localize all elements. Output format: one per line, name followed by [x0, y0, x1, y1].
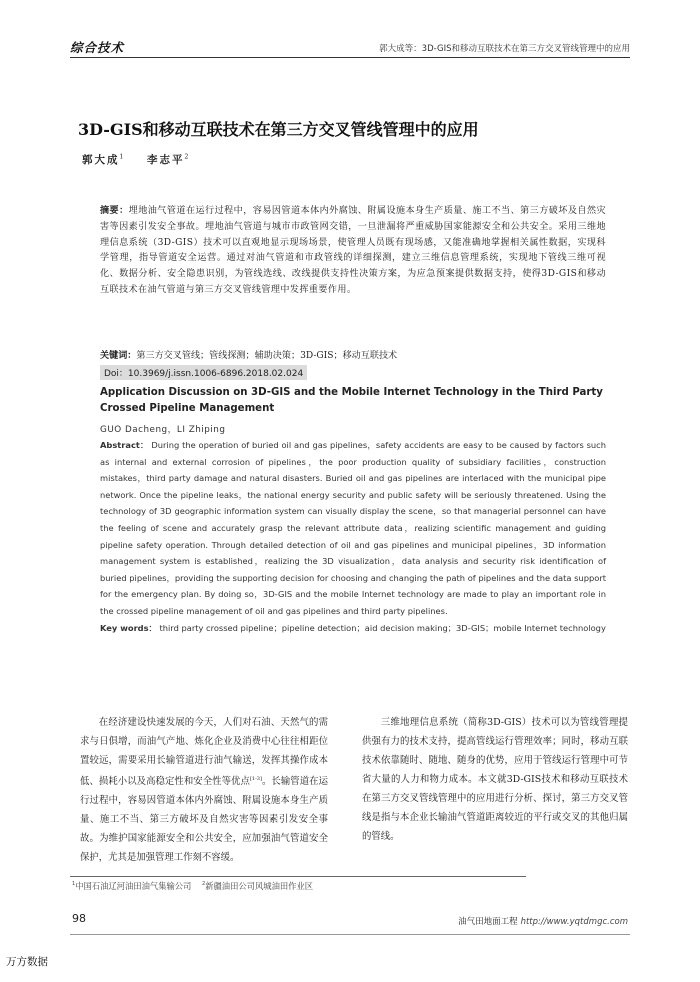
keywords-label: 关键词：	[100, 351, 137, 361]
footnote-text: 新疆油田公司风城油田作业区	[205, 881, 314, 891]
body-text: 在经济建设快速发展的今天，人们对石油、天然气的需求与日俱增，而油气产地、炼化企业及消费中心往往相距位置较远，需要采用长输管道进行油气输送，发挥其操作成本低、损耗小以及高稳定性和安全性等优点	[80, 717, 328, 788]
body-paragraph	[80, 713, 328, 867]
page-number: 98	[72, 912, 86, 925]
author-list	[82, 152, 188, 167]
footnote-mark: 2	[202, 881, 206, 888]
citation-mark: [1-3]	[249, 776, 262, 782]
article-title: 3D-GIS和移动互联技术在第三方交叉管线管理中的应用	[78, 120, 479, 139]
author-affiliation-mark: 1	[119, 153, 124, 161]
english-title: Application Discussion on 3D-GIS and the Mobile Internet Technology in the Third Party Crossed Pipeline Management	[100, 387, 603, 414]
author-name: 李志平	[146, 154, 185, 166]
abstract-label: 摘要：	[100, 206, 129, 216]
author-affiliation-mark: 2	[184, 153, 189, 161]
chinese-abstract	[100, 204, 606, 299]
footnote-rule	[70, 876, 526, 877]
database-watermark: 万方数据	[6, 956, 48, 968]
header-rule	[70, 57, 630, 58]
section-label: 综合技术	[70, 40, 125, 55]
english-abstract	[100, 437, 606, 636]
english-abstract-text: During the operation of buried oil and gas pipelines，safety accidents are easy to be caused by factors such as internal and external corrosion of pipelines，the poor production quality of subsidiary facilities，construction mistakes，third party damage and natural disasters. Buried oil and gas pipelines are interlaced with the municipal pipe network. Once the pipeline leaks，the national energy security and public safety will be seriously threatened. Using the technology of 3D geographic information system can visually display the scene，so that managerial personnel can have the feeling of scene and accurately grasp the relevant attribute data，realizing scientific management and guiding pipeline safety operation. Through detailed detection of oil and gas pipelines and municipal pipelines，3D information management system is established，realizing the 3D visualization，data analysis and security risk identification of buried pipelines，providing the supporting decision for choosing and changing the path of pipelines and the data support for the emergency plan. By doing so，3D-GIS and the mobile Internet technology are made to play an important role in the crossed pipeline management of oil and gas pipelines and third party pipelines.	[100, 440, 607, 616]
body-text: 。长输管道在运行过程中，容易因管道本体内外腐蚀、附属设施本身生产质量、施工不当、第三方破坏及自然灾害等因素引发安全事故。为维护国家能源安全和公共安全，应加强油气管道安全保护，尤其是加强管理工作刻不容缓。	[80, 776, 328, 864]
footer-rule	[70, 934, 630, 935]
chinese-keywords	[100, 349, 606, 363]
running-head: 郭大成等：3D-GIS和移动互联技术在第三方交叉管线管理中的应用	[379, 44, 630, 54]
body-column-right	[362, 713, 628, 846]
journal-url: http://www.yqtdmgc.com	[520, 917, 628, 927]
keywords-text: 第三方交叉管线；管线探测；辅助决策；3D-GIS；移动互联技术	[136, 351, 398, 361]
english-keywords-label: Key words：	[100, 622, 157, 633]
english-authors: GUO Dacheng，LI Zhiping	[100, 425, 226, 435]
footnote-mark: 1	[72, 881, 76, 888]
journal-info	[458, 915, 628, 927]
body-column-left	[80, 713, 328, 867]
author-name: 郭大成	[82, 154, 120, 166]
journal-name: 油气田地面工程	[458, 917, 518, 927]
english-abstract-label: Abstract：	[100, 440, 149, 450]
abstract-text: 埋地油气管道在运行过程中，容易因管道本体内外腐蚀、附属设施本身生产质量、施工不当、第三方破坏及自然灾害等因素引发安全事故。埋地油气管道与城市市政管网交错，一旦泄漏将严重威胁国家能源安全和公共安全。采用三维地理信息系统（3D-GIS）技术可以直观地显示现场场景，使管理人员既有现场感，又能准确地掌握相关属性数据，实现科学管理，指导管道安全运营。通过对油气管道和市政管线的详细探测，建立三维信息管理系统，实现地下管线三维可视化、数据分析、安全隐患识别，为管线选线、改线提供支持性决策方案，为应急预案提供数据支持，使得3D-GIS和移动互联技术在油气管道与第三方交叉管线管理中发挥重要作用。	[100, 206, 606, 295]
doi: Doi：10.3969/j.issn.1006-6896.2018.02.024	[100, 365, 307, 380]
page-header	[70, 32, 630, 54]
english-keywords-text: third party crossed pipeline；pipeline detection；aid decision making；3D-GIS；mobile Internet technology	[159, 622, 606, 633]
footnote-text: 中国石油辽河油田油气集输公司	[75, 881, 192, 891]
body-paragraph: 三维地理信息系统（简称3D-GIS）技术可以为管线管理提供强有力的技术支持，提高管线运行管理效率；同时，移动互联技术依靠随时、随地、随身的优势，应用于管线运行管理中可节省大量的人力和物力成本。本文就3D-GIS技术和移动互联技术在第三方交叉管线管理中的应用进行分析、探讨，第三方交叉管线是指与本企业长输油气管道距离较近的平行或交叉的其他归属的管线。	[362, 717, 628, 842]
footnotes	[72, 880, 313, 892]
